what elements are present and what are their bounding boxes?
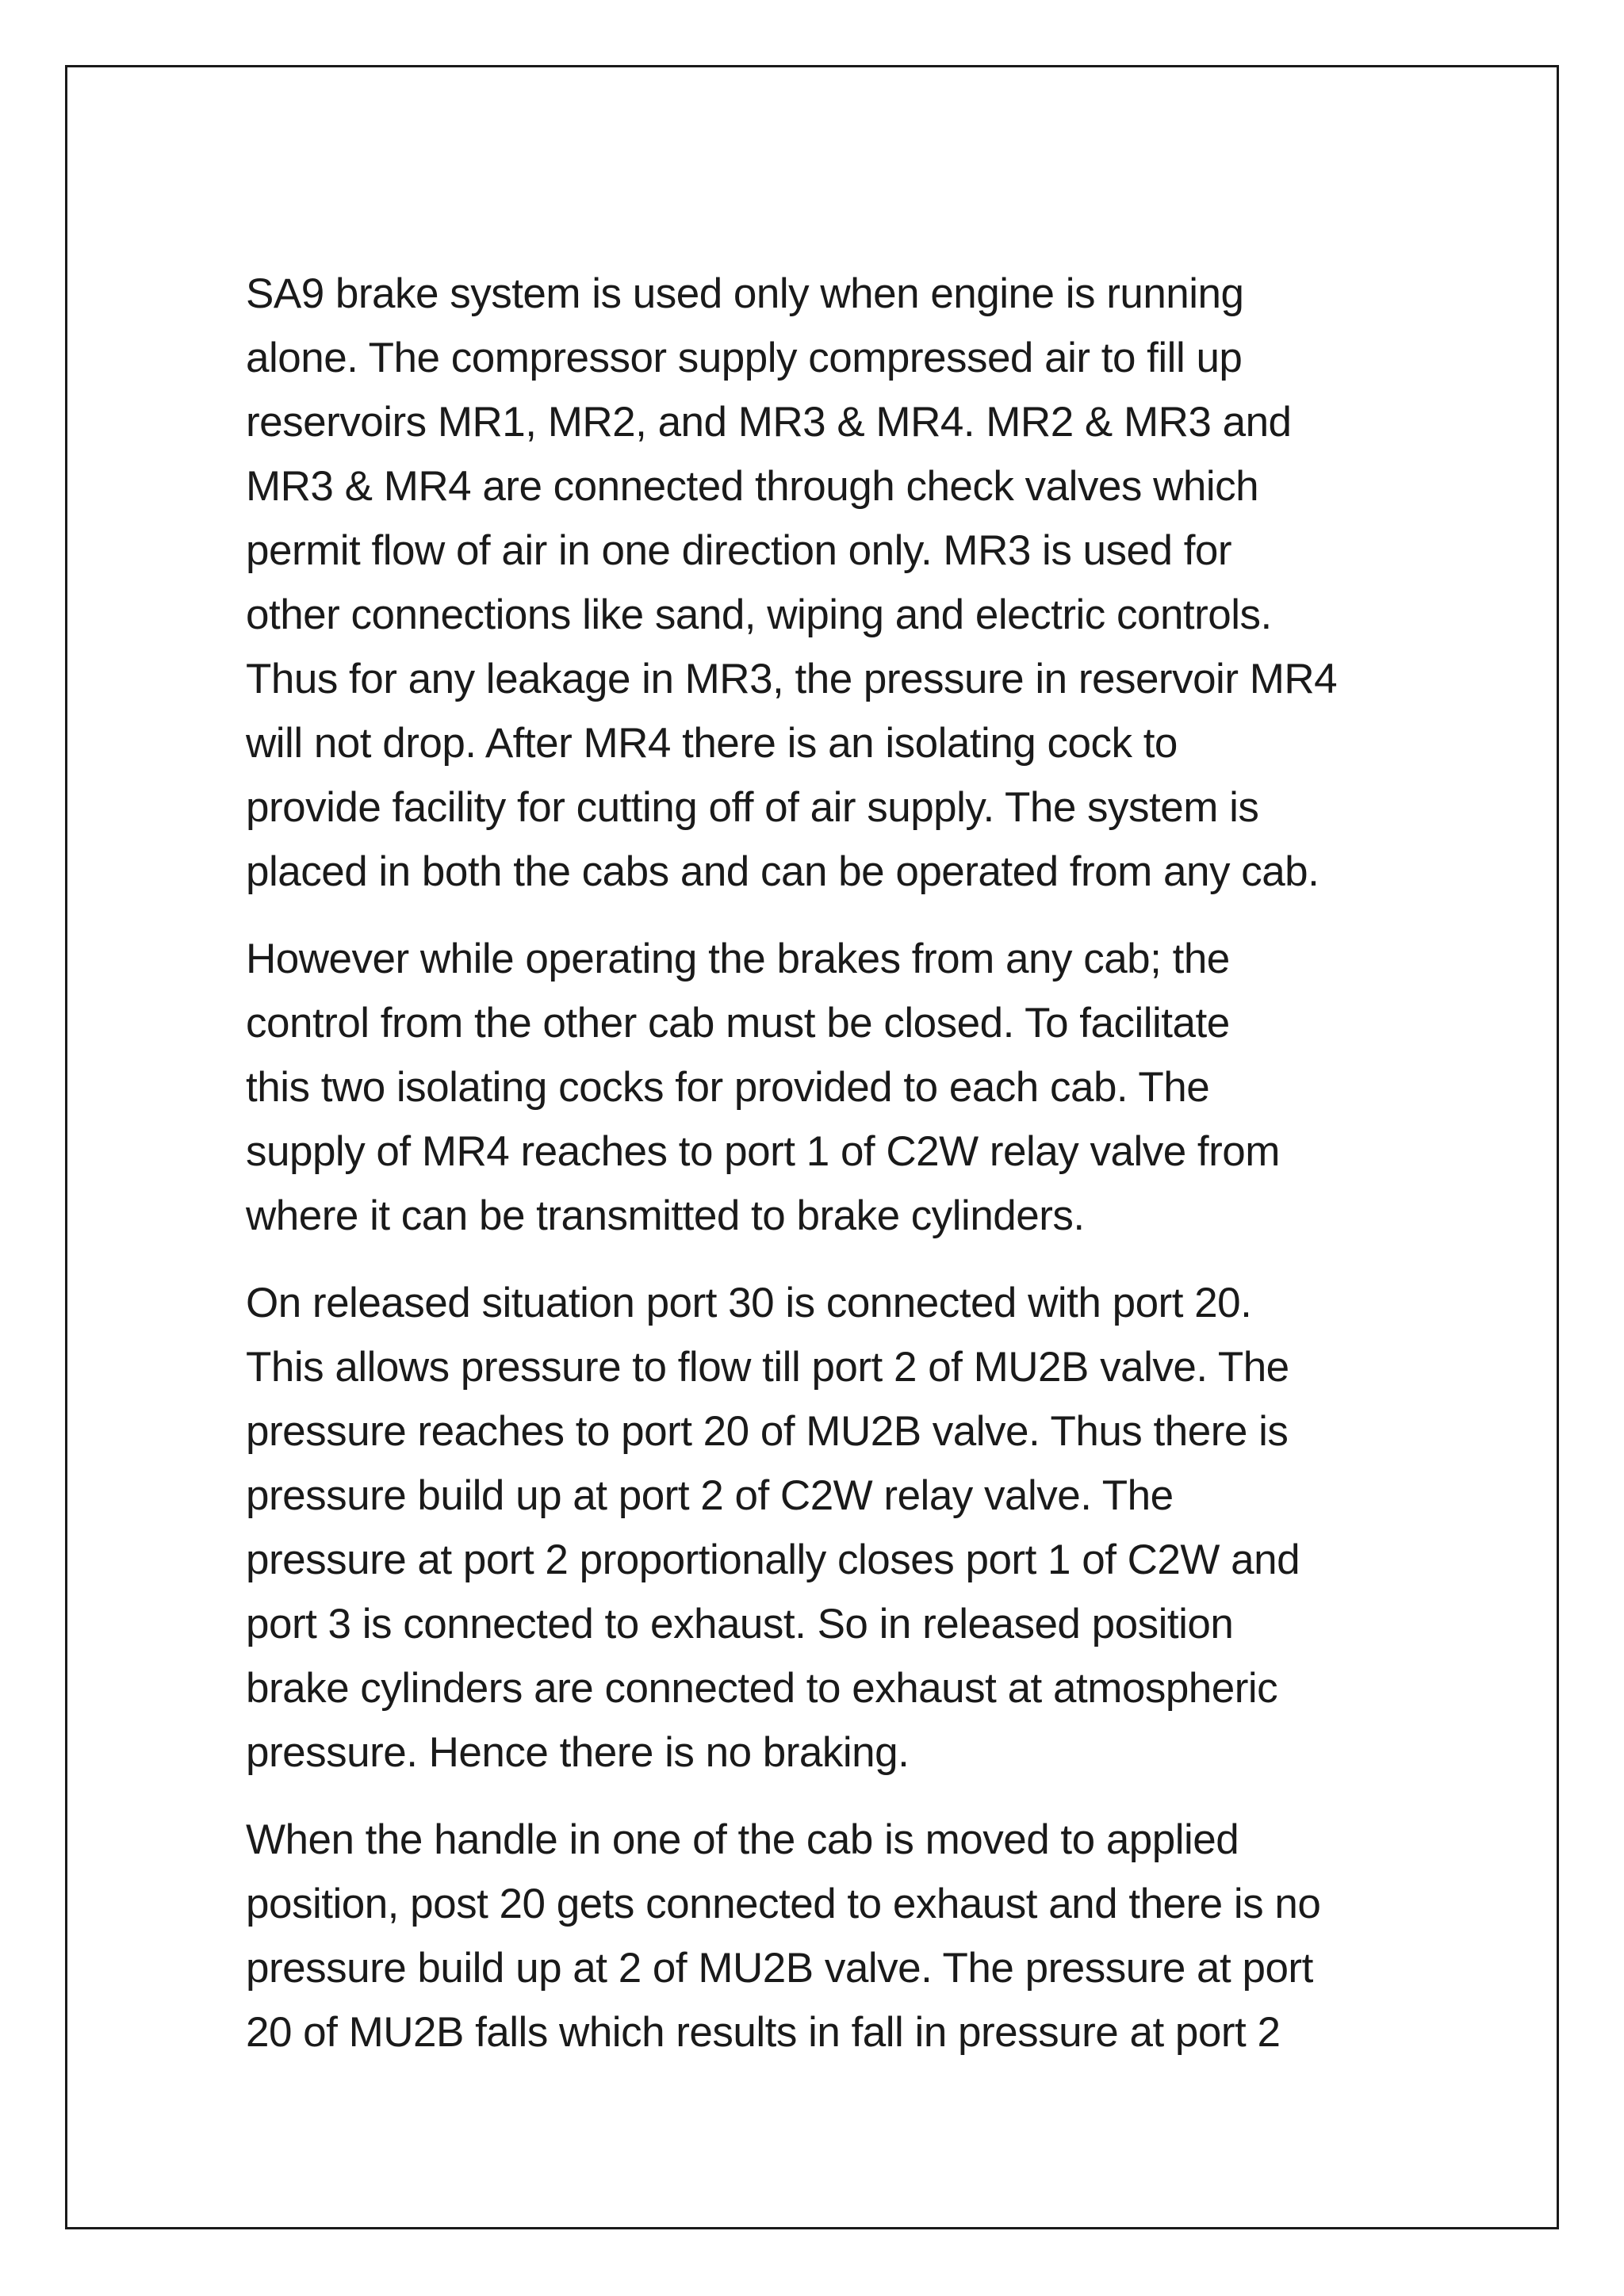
text-line: SA9 brake system is used only when engine is running <box>246 270 1244 317</box>
text-line: pressure. Hence there is no braking. <box>246 1729 910 1776</box>
text-line: other connections like sand, wiping and electric controls. <box>246 591 1272 638</box>
text-line: This allows pressure to flow till port 2 of MU2B valve. The <box>246 1344 1289 1391</box>
text-line: alone. The compressor supply compressed air to fill up <box>246 335 1243 381</box>
text-line: permit flow of air in one direction only. MR3 is used for <box>246 527 1232 574</box>
text-line: On released situation port 30 is connected with port 20. <box>246 1280 1252 1326</box>
text-line: placed in both the cabs and can be operated from any cab. <box>246 848 1320 895</box>
document-body <box>246 262 1435 2087</box>
text-line: pressure build up at 2 of MU2B valve. The pressure at port <box>246 1945 1313 1992</box>
paragraph-2 <box>246 927 1435 1248</box>
paragraph-3 <box>246 1271 1435 1785</box>
paragraph-4 <box>246 1808 1435 2064</box>
text-line: pressure reaches to port 20 of MU2B valve. Thus there is <box>246 1408 1289 1455</box>
text-line: position, post 20 gets connected to exhaust and there is no <box>246 1881 1321 1927</box>
text-line: supply of MR4 reaches to port 1 of C2W relay valve from <box>246 1128 1280 1175</box>
text-line: MR3 & MR4 are connected through check valves which <box>246 463 1259 510</box>
text-line: port 3 is connected to exhaust. So in released position <box>246 1601 1234 1647</box>
text-line: Thus for any leakage in MR3, the pressure in reservoir MR4 <box>246 656 1338 702</box>
paragraph-1 <box>246 262 1435 904</box>
text-line: reservoirs MR1, MR2, and MR3 & MR4. MR2 & MR3 and <box>246 399 1292 446</box>
text-line: where it can be transmitted to brake cylinders. <box>246 1192 1085 1239</box>
text-line: will not drop. After MR4 there is an isolating cock to <box>246 720 1178 767</box>
text-line: brake cylinders are connected to exhaust at atmospheric <box>246 1665 1278 1712</box>
text-line: pressure build up at port 2 of C2W relay valve. The <box>246 1472 1174 1519</box>
text-line: provide facility for cutting off of air supply. The system is <box>246 784 1259 831</box>
text-line: pressure at port 2 proportionally closes port 1 of C2W and <box>246 1536 1300 1583</box>
text-line: 20 of MU2B falls which results in fall in pressure at port 2 <box>246 2009 1281 2056</box>
text-line: this two isolating cocks for provided to each cab. The <box>246 1064 1210 1111</box>
text-line: However while operating the brakes from any cab; the <box>246 936 1230 982</box>
text-line: When the handle in one of the cab is moved to applied <box>246 1816 1239 1863</box>
text-line: control from the other cab must be closed. To facilitate <box>246 1000 1230 1047</box>
